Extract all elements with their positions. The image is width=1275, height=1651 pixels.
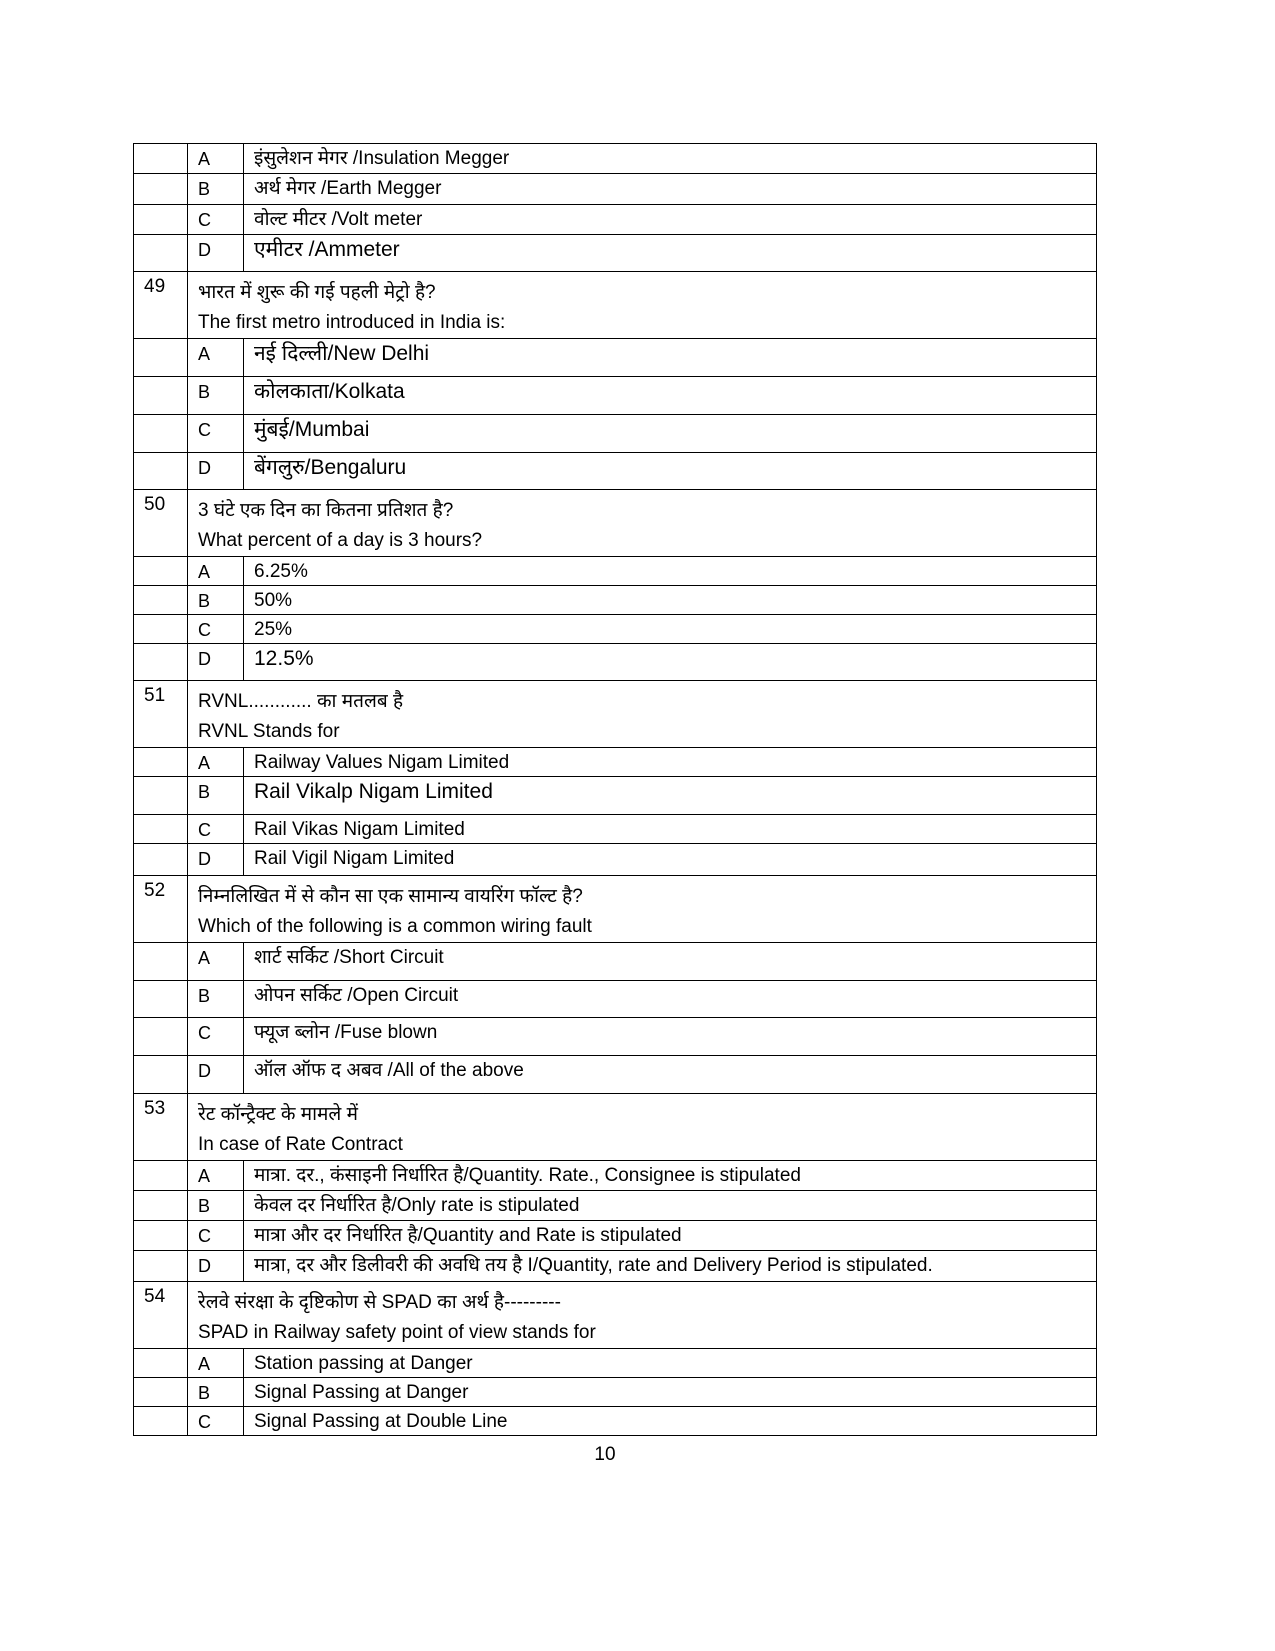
question-english: RVNL Stands for bbox=[198, 721, 340, 742]
option-label: C bbox=[188, 1407, 244, 1436]
option-text: 25% bbox=[244, 615, 1097, 644]
option-text: 12.5% bbox=[244, 644, 1097, 681]
question-number bbox=[134, 205, 188, 235]
question-number bbox=[134, 1221, 188, 1251]
option-row bbox=[134, 174, 1097, 205]
option-label: C bbox=[188, 1221, 244, 1251]
option-row bbox=[134, 815, 1097, 844]
question-number bbox=[134, 943, 188, 981]
option-row bbox=[134, 615, 1097, 644]
option-row bbox=[134, 777, 1097, 815]
option-label: B bbox=[188, 377, 244, 415]
option-text: इंसुलेशन मेगर /Insulation Megger bbox=[244, 144, 1097, 174]
question-text bbox=[188, 490, 1097, 557]
question-hindi: RVNL............ का मतलब है bbox=[198, 691, 404, 712]
option-row bbox=[134, 377, 1097, 415]
option-text: बेंगलुरु/Bengaluru bbox=[244, 453, 1097, 490]
question-hindi: भारत में शुरू की गई पहली मेट्रो है? bbox=[198, 282, 436, 303]
option-label: D bbox=[188, 844, 244, 876]
question-row bbox=[134, 876, 1097, 943]
question-number bbox=[134, 144, 188, 174]
option-row bbox=[134, 415, 1097, 453]
question-number bbox=[134, 815, 188, 844]
question-english: Which of the following is a common wiring fault bbox=[198, 916, 592, 937]
question-text bbox=[188, 1282, 1097, 1349]
option-row bbox=[134, 1407, 1097, 1436]
option-row bbox=[134, 1056, 1097, 1094]
question-english: The first metro introduced in India is: bbox=[198, 312, 506, 333]
question-number: 51 bbox=[134, 681, 188, 748]
option-text: Rail Vikas Nigam Limited bbox=[244, 815, 1097, 844]
option-text: मुंबई/Mumbai bbox=[244, 415, 1097, 453]
option-label: C bbox=[188, 415, 244, 453]
option-label: A bbox=[188, 1349, 244, 1378]
question-number bbox=[134, 844, 188, 876]
option-label: D bbox=[188, 1056, 244, 1094]
option-row bbox=[134, 943, 1097, 981]
option-label: D bbox=[188, 1251, 244, 1282]
option-label: B bbox=[188, 586, 244, 615]
question-row bbox=[134, 681, 1097, 748]
option-label: B bbox=[188, 174, 244, 205]
question-hindi: 3 घंटे एक दिन का कितना प्रतिशत है? bbox=[198, 500, 454, 521]
question-row bbox=[134, 1282, 1097, 1349]
option-row bbox=[134, 1018, 1097, 1056]
option-row bbox=[134, 1251, 1097, 1282]
question-number bbox=[134, 586, 188, 615]
question-number: 54 bbox=[134, 1282, 188, 1349]
option-label: A bbox=[188, 748, 244, 777]
question-text bbox=[188, 1094, 1097, 1161]
question-text bbox=[188, 681, 1097, 748]
option-label: B bbox=[188, 981, 244, 1018]
option-text: Rail Vikalp Nigam Limited bbox=[244, 777, 1097, 815]
option-row bbox=[134, 235, 1097, 272]
question-number bbox=[134, 174, 188, 205]
option-label: B bbox=[188, 1191, 244, 1221]
question-number bbox=[134, 1378, 188, 1407]
option-label: C bbox=[188, 1018, 244, 1056]
option-text: 50% bbox=[244, 586, 1097, 615]
option-row bbox=[134, 1161, 1097, 1191]
option-label: A bbox=[188, 1161, 244, 1191]
option-text: Station passing at Danger bbox=[244, 1349, 1097, 1378]
option-label: D bbox=[188, 235, 244, 272]
question-english: SPAD in Railway safety point of view stands for bbox=[198, 1322, 596, 1343]
option-row bbox=[134, 339, 1097, 377]
question-hindi: निम्नलिखित में से कौन सा एक सामान्य वायरिंग फॉल्ट है? bbox=[198, 886, 583, 907]
page-number: 10 bbox=[594, 1444, 616, 1465]
question-row bbox=[134, 1094, 1097, 1161]
question-table bbox=[133, 143, 1097, 1436]
question-number bbox=[134, 1191, 188, 1221]
option-row bbox=[134, 748, 1097, 777]
option-label: A bbox=[188, 339, 244, 377]
question-number: 50 bbox=[134, 490, 188, 557]
question-hindi: रेलवे संरक्षा के दृष्टिकोण से SPAD का अर्थ है--------- bbox=[198, 1292, 561, 1313]
question-number bbox=[134, 1407, 188, 1436]
option-row bbox=[134, 981, 1097, 1018]
question-number: 52 bbox=[134, 876, 188, 943]
question-english: What percent of a day is 3 hours? bbox=[198, 530, 483, 551]
option-label: A bbox=[188, 943, 244, 981]
question-number bbox=[134, 235, 188, 272]
question-number bbox=[134, 1161, 188, 1191]
option-label: B bbox=[188, 1378, 244, 1407]
question-hindi: रेट कॉन्ट्रैक्ट के मामले में bbox=[198, 1104, 358, 1125]
question-row bbox=[134, 272, 1097, 339]
question-number bbox=[134, 1349, 188, 1378]
option-text: नई दिल्ली/New Delhi bbox=[244, 339, 1097, 377]
option-text: अर्थ मेगर /Earth Megger bbox=[244, 174, 1097, 205]
option-row bbox=[134, 557, 1097, 586]
option-text: कोलकाता/Kolkata bbox=[244, 377, 1097, 415]
question-row bbox=[134, 490, 1097, 557]
option-text: फ्यूज ब्लोन /Fuse blown bbox=[244, 1018, 1097, 1056]
question-english: In case of Rate Contract bbox=[198, 1134, 403, 1155]
option-label: A bbox=[188, 144, 244, 174]
option-row bbox=[134, 844, 1097, 876]
question-number: 53 bbox=[134, 1094, 188, 1161]
option-label: C bbox=[188, 205, 244, 235]
question-number bbox=[134, 615, 188, 644]
question-number bbox=[134, 415, 188, 453]
option-text: केवल दर निर्धारित है/Only rate is stipulated bbox=[244, 1191, 1097, 1221]
question-number bbox=[134, 777, 188, 815]
option-row bbox=[134, 453, 1097, 490]
option-text: मात्रा, दर और डिलीवरी की अवधि तय है I/Quantity, rate and Delivery Period is stipulated. bbox=[244, 1251, 1097, 1282]
question-number bbox=[134, 377, 188, 415]
question-number bbox=[134, 339, 188, 377]
question-text bbox=[188, 272, 1097, 339]
option-text: Signal Passing at Danger bbox=[244, 1378, 1097, 1407]
option-text: वोल्ट मीटर /Volt meter bbox=[244, 205, 1097, 235]
option-text: Railway Values Nigam Limited bbox=[244, 748, 1097, 777]
option-text: 6.25% bbox=[244, 557, 1097, 586]
question-number bbox=[134, 453, 188, 490]
option-label: A bbox=[188, 557, 244, 586]
option-label: B bbox=[188, 777, 244, 815]
option-text: शार्ट सर्किट /Short Circuit bbox=[244, 943, 1097, 981]
option-text: एमीटर /Ammeter bbox=[244, 235, 1097, 272]
option-label: D bbox=[188, 453, 244, 490]
option-row bbox=[134, 144, 1097, 174]
question-number: 49 bbox=[134, 272, 188, 339]
option-row bbox=[134, 644, 1097, 681]
option-text: Rail Vigil Nigam Limited bbox=[244, 844, 1097, 876]
question-number bbox=[134, 748, 188, 777]
option-label: C bbox=[188, 615, 244, 644]
option-row bbox=[134, 1349, 1097, 1378]
option-row bbox=[134, 1221, 1097, 1251]
option-row bbox=[134, 205, 1097, 235]
question-number bbox=[134, 557, 188, 586]
option-row bbox=[134, 1191, 1097, 1221]
question-number bbox=[134, 644, 188, 681]
question-text bbox=[188, 876, 1097, 943]
question-number bbox=[134, 1056, 188, 1094]
option-text: मात्रा और दर निर्धारित है/Quantity and Rate is stipulated bbox=[244, 1221, 1097, 1251]
question-number bbox=[134, 1251, 188, 1282]
option-label: D bbox=[188, 644, 244, 681]
option-text: ऑल ऑफ द अबव /All of the above bbox=[244, 1056, 1097, 1094]
option-text: ओपन सर्किट /Open Circuit bbox=[244, 981, 1097, 1018]
question-number bbox=[134, 981, 188, 1018]
option-row bbox=[134, 586, 1097, 615]
option-row bbox=[134, 1378, 1097, 1407]
option-label: C bbox=[188, 815, 244, 844]
option-text: Signal Passing at Double Line bbox=[244, 1407, 1097, 1436]
question-number bbox=[134, 1018, 188, 1056]
option-text: मात्रा. दर., कंसाइनी निर्धारित है/Quantity. Rate., Consignee is stipulated bbox=[244, 1161, 1097, 1191]
